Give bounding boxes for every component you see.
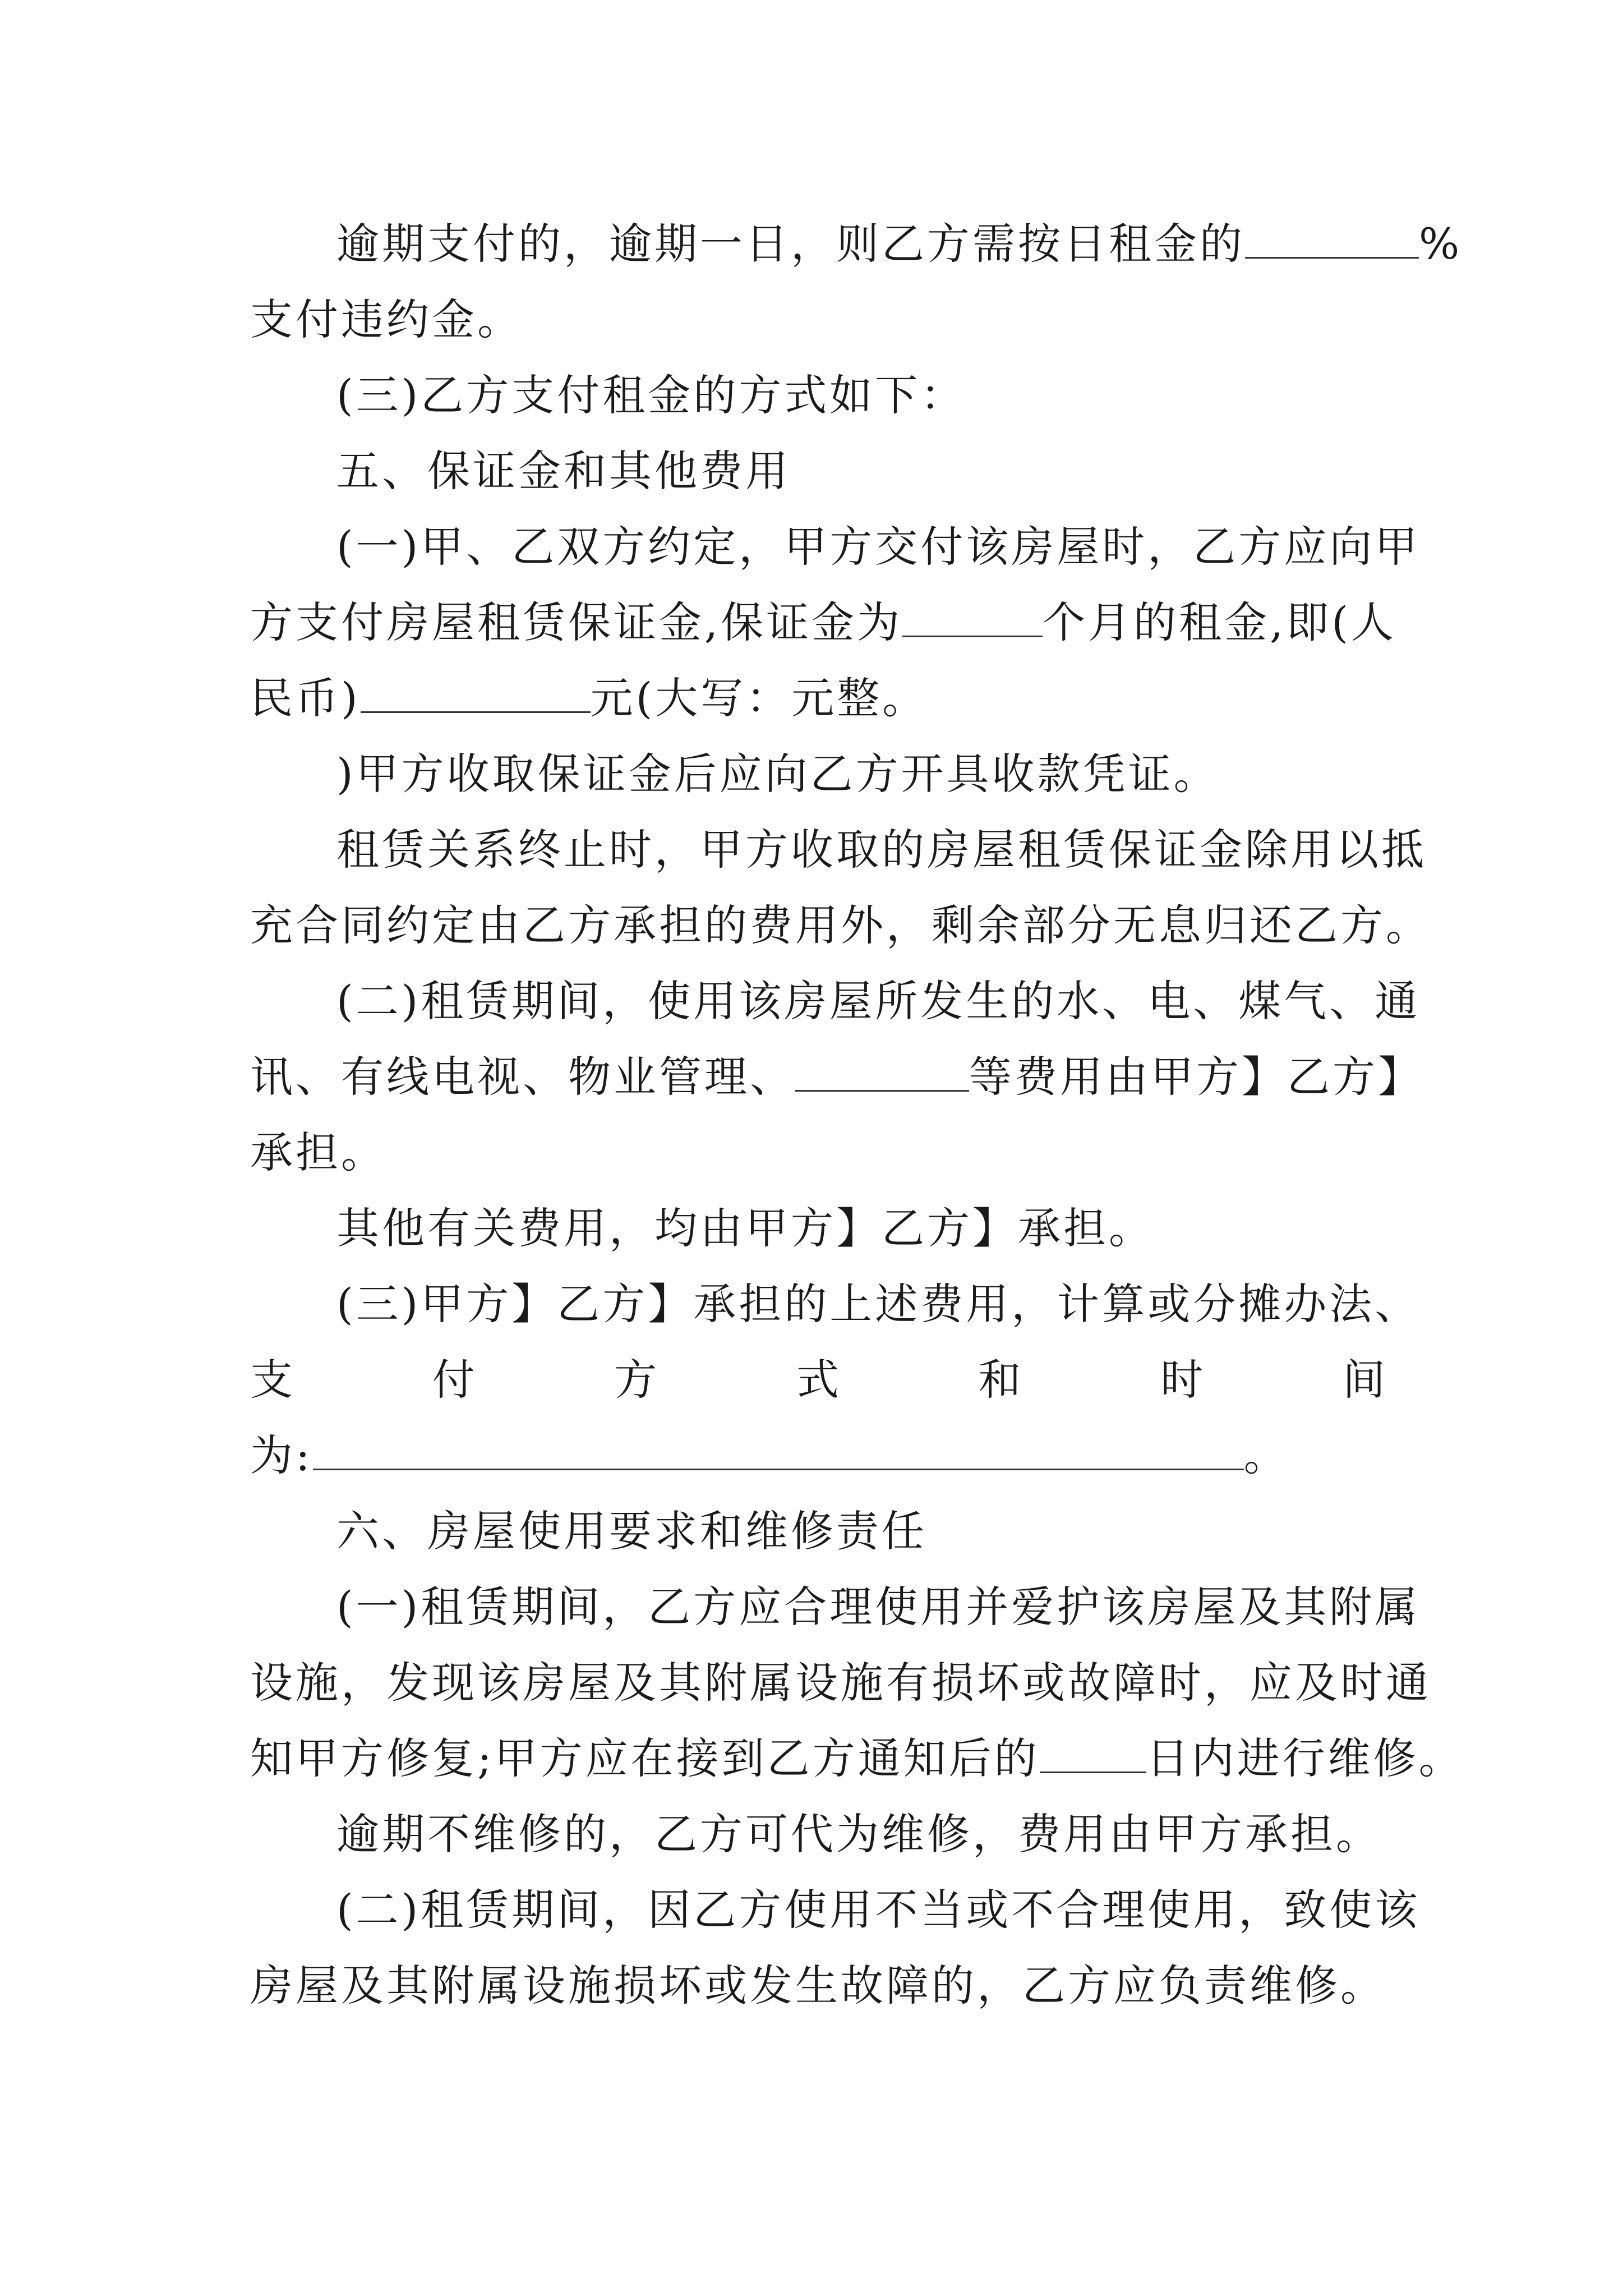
fill-in-blank — [1245, 220, 1419, 259]
text-line: 充合同约定由乙方承担的费用外，剩余部分无息归还乙方。 — [250, 900, 1431, 950]
spread-char: 付 — [432, 1355, 475, 1405]
text-segment: % — [1419, 219, 1463, 269]
text-line: 房屋及其附属设施损坏或发生故障的，乙方应负责维修。 — [250, 1961, 1386, 2010]
fill-in-blank — [902, 599, 1043, 637]
text-line — [336, 216, 1463, 272]
text-segment: 日内进行维修。 — [1146, 1733, 1464, 1783]
section-heading: 五、保证金和其他费用 — [336, 446, 791, 496]
text-segment: 。 — [1243, 1430, 1289, 1480]
text-segment: 方支付房屋租赁保证金,保证金为 — [250, 597, 903, 647]
text-line — [250, 595, 1396, 651]
text-line: 设施，发现该房屋及其附属设施有损坏或故障时，应及时通 — [250, 1658, 1431, 1708]
text-line: 其他有关费用，均由甲方】乙方】承担。 — [336, 1203, 1154, 1253]
fill-in-blank — [1040, 1734, 1146, 1773]
text-segment: 为: — [250, 1430, 313, 1480]
text-line: (一)租赁期间，乙方应合理使用并爱护该房屋及其附属 — [336, 1582, 1421, 1632]
text-segment: 元(大写：元整。 — [590, 673, 928, 723]
text-line: 租赁关系终止时，甲方收取的房屋租赁保证金除用以抵 — [336, 825, 1427, 875]
text-line: 承担。 — [250, 1128, 386, 1177]
text-segment: 个月的租金,即(人 — [1043, 597, 1396, 647]
spread-text-line — [250, 1352, 1385, 1408]
text-line: )甲方收取保证金后应向乙方开具收款凭证。 — [336, 749, 1219, 799]
text-segment: 知甲方修复;甲方应在接到乙方通知后的 — [250, 1733, 1040, 1783]
spread-char: 时 — [1160, 1355, 1204, 1405]
text-line: (三)甲方】乙方】承担的上述费用，计算或分摊办法、 — [336, 1279, 1421, 1329]
text-line: 支付违约金。 — [250, 295, 523, 344]
text-line: (二)租赁期间，因乙方使用不当或不合理使用，致使该 — [336, 1885, 1421, 1935]
text-line: 逾期不维修的，乙方可代为维修，费用由甲方承担。 — [336, 1809, 1381, 1859]
spread-char: 支 — [250, 1355, 293, 1405]
text-line — [250, 1731, 1464, 1787]
text-line: (一)甲、乙双方约定，甲方交付该房屋时，乙方应向甲 — [336, 522, 1421, 572]
spread-char: 和 — [978, 1355, 1021, 1405]
spread-char: 式 — [796, 1355, 839, 1405]
text-segment: 民币) — [250, 673, 361, 723]
text-line — [250, 1049, 1423, 1105]
fill-in-blank — [795, 1053, 969, 1092]
spread-char: 方 — [614, 1355, 657, 1405]
text-segment: 讯、有线电视、物业管理、 — [250, 1052, 795, 1102]
text-segment: 逾期支付的，逾期一日，则乙方需按日租金的 — [336, 219, 1245, 269]
text-segment: 等费用由甲方】乙方】 — [969, 1052, 1423, 1102]
fill-in-blank — [361, 674, 591, 713]
text-line: (三)乙方支付租金的方式如下： — [336, 370, 966, 420]
text-line: (二)租赁期间，使用该房屋所发生的水、电、煤气、通 — [336, 976, 1421, 1026]
text-line — [250, 670, 1385, 726]
text-line — [250, 1428, 1385, 1484]
section-heading: 六、房屋使用要求和维修责任 — [336, 1506, 927, 1556]
fill-in-blank — [313, 1432, 1244, 1470]
spread-char: 间 — [1342, 1355, 1385, 1405]
